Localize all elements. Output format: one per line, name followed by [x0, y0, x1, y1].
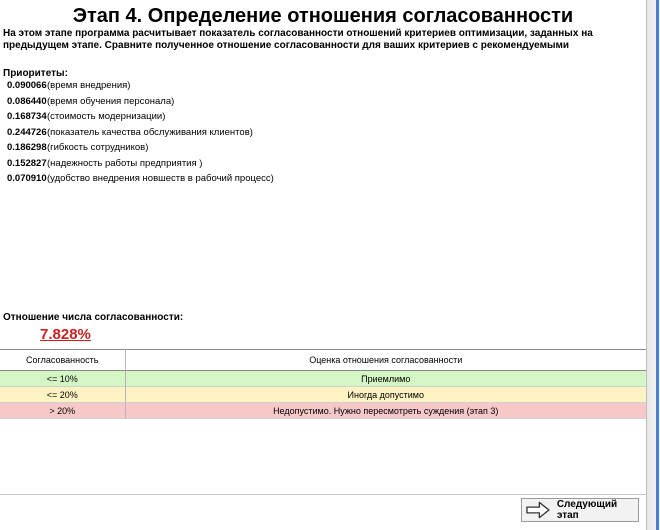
priority-row	[7, 125, 274, 141]
page-title: Этап 4. Определение отношения согласованности	[72, 5, 574, 27]
consistency-table	[0, 349, 646, 419]
priority-row	[7, 109, 274, 125]
priority-value: 0.244726	[7, 126, 47, 138]
priority-row	[7, 156, 274, 172]
range-cell: <= 20%	[0, 387, 125, 403]
priority-name: (удобство внедрения новшеств в рабочий процесс)	[47, 173, 274, 185]
priority-name: (гибкость сотрудников)	[47, 142, 149, 154]
footer-divider	[0, 494, 646, 495]
range-cell: <= 10%	[0, 371, 125, 387]
priority-name: (показатель качества обслуживания клиентов)	[47, 126, 253, 138]
consistency-ratio-label: Отношение числа согласованности:	[3, 312, 184, 323]
priority-value: 0.168734	[7, 111, 47, 123]
priorities-heading: Приоритеты:	[3, 68, 68, 79]
priority-name: (стоимость модернизации)	[47, 111, 166, 123]
intro-text: На этом этапе программа расчитывает показатель согласованности отношений критериев оптимизации, заданных на предыдущем этапе. Сравните полученное отношение согласованности для ваших критериев с рекомендуемыми	[3, 28, 593, 51]
range-cell: > 20%	[0, 403, 125, 419]
column-header-assessment: Оценка отношения согласованности	[125, 350, 646, 371]
consistency-ratio-value: 7.828%	[40, 326, 91, 343]
assessment-cell: Недопустимо. Нужно пересмотреть суждения (этап 3)	[125, 403, 646, 419]
window-edge	[646, 0, 660, 530]
arrow-right-icon	[526, 501, 551, 519]
priority-row	[7, 140, 274, 156]
assessment-cell: Приемлимо	[125, 371, 646, 387]
priority-value: 0.186298	[7, 142, 47, 154]
priority-value: 0.070910	[7, 173, 47, 185]
priority-value: 0.090066	[7, 80, 47, 92]
table-row	[0, 387, 646, 403]
table-row	[0, 403, 646, 419]
priority-name: (надежность работы предприятия )	[47, 157, 203, 169]
priorities-list	[7, 78, 274, 187]
assessment-cell: Иногда допустимо	[125, 387, 646, 403]
table-row	[0, 371, 646, 387]
priority-name: (время обучения персонала)	[47, 95, 175, 107]
priority-value: 0.086440	[7, 95, 47, 107]
priority-value: 0.152827	[7, 157, 47, 169]
priority-row	[7, 94, 274, 110]
table-header-row	[0, 350, 646, 371]
priority-row	[7, 78, 274, 94]
window-edge-accent	[656, 0, 659, 530]
priority-name: (время внедрения)	[47, 80, 131, 92]
next-step-button[interactable]	[521, 498, 639, 522]
priority-row	[7, 171, 274, 187]
next-step-label: Следующий этап	[556, 499, 618, 521]
column-header-consistency: Согласованность	[0, 350, 125, 371]
